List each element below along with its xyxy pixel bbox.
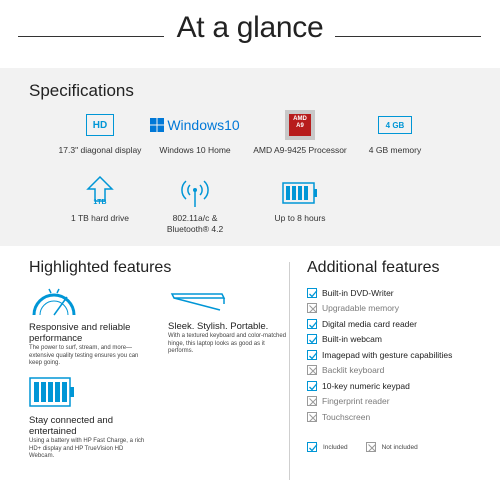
windows-logo-text: Windows10: [167, 117, 240, 133]
feature-title: Stay connected and entertained: [29, 415, 113, 437]
header-rule-left: [18, 36, 164, 37]
hard-drive-badge: 1TB: [93, 199, 107, 206]
laptop-hinge-icon: [168, 290, 228, 316]
specifications-heading: Specifications: [29, 81, 134, 100]
page-header: [0, 0, 500, 64]
feature-item-label: Backlit keyboard: [322, 365, 385, 376]
header-rule-right: [335, 36, 481, 37]
hd-display-icon: HD: [86, 114, 114, 136]
feature-description: With a textured keyboard and color-matched hinge, this laptop looks as good as it performs.: [168, 333, 287, 354]
spec-battery: [250, 176, 350, 224]
legend-not-included-label: Not included: [381, 443, 418, 451]
additional-features-list: [307, 285, 492, 425]
battery-charge-icon: [29, 377, 75, 407]
spec-label: 4 GB memory: [368, 145, 422, 155]
spec-label: 17.3" diagonal display: [58, 145, 142, 155]
spec-processor: [250, 108, 350, 156]
feature-item-webcam: [307, 332, 492, 348]
cross-icon: [366, 442, 376, 452]
spec-label: Windows 10 Home: [159, 145, 231, 155]
page-title: At a glance: [176, 11, 324, 44]
feature-item-upgradable-memory: [307, 301, 492, 317]
performance-gauge-icon: [29, 285, 79, 317]
feature-item-label: Built-in DVD-Writer: [322, 287, 394, 298]
spec-label: Up to 8 hours: [274, 213, 326, 223]
feature-item-label: Built-in webcam: [322, 334, 382, 345]
feature-item-label: Fingerprint reader: [322, 396, 390, 407]
hard-drive-icon: [85, 176, 115, 210]
spec-memory: [345, 108, 445, 156]
amd-processor-icon: [285, 110, 315, 140]
check-icon: [307, 350, 317, 360]
feature-item-backlit-keyboard: [307, 363, 492, 379]
check-icon: [307, 334, 317, 344]
spec-display: [50, 108, 150, 156]
highlighted-features-heading: Highlighted features: [29, 259, 172, 276]
spec-os: [145, 108, 245, 156]
feature-item-numeric-keypad: [307, 378, 492, 394]
feature-description: Using a battery with HP Fast Charge, a rich HD+ display and HP TrueVision HD Webcam.: [29, 438, 145, 459]
cross-icon: [307, 412, 317, 422]
windows-logo-icon: [150, 117, 239, 133]
spec-label: AMD A9-9425 Processor: [253, 145, 347, 155]
feature-item-card-reader: [307, 316, 492, 332]
feature-performance: [29, 285, 144, 368]
cross-icon: [307, 396, 317, 406]
spec-wireless: [145, 176, 245, 235]
feature-item-label: Touchscreen: [322, 411, 371, 422]
specifications-section: [0, 68, 500, 246]
cross-icon: [307, 303, 317, 313]
feature-item-dvd-writer: [307, 285, 492, 301]
feature-item-label: 10-key numeric keypad: [322, 380, 410, 391]
battery-icon: [282, 182, 318, 204]
spec-label: 802.11a/c & Bluetooth® 4.2: [166, 213, 224, 234]
feature-item-touchscreen: [307, 409, 492, 425]
spec-storage: [50, 176, 150, 224]
spec-label: 1 TB hard drive: [71, 213, 129, 223]
check-icon: [307, 442, 317, 452]
feature-item-label: Upgradable memory: [322, 303, 400, 314]
feature-description: The power to surf, stream, and more—extensive quality testing ensures you can keep going.: [29, 345, 139, 366]
memory-icon: 4 GB: [378, 116, 412, 134]
check-icon: [307, 381, 317, 391]
check-icon: [307, 288, 317, 298]
features-legend: [307, 442, 418, 452]
feature-connected: [29, 377, 149, 461]
feature-item-label: Digital media card reader: [322, 318, 417, 329]
legend-included-label: Included: [323, 443, 348, 451]
feature-item-imagepad: [307, 347, 492, 363]
wireless-icon: [180, 178, 210, 208]
check-icon: [307, 319, 317, 329]
additional-features-heading: Additional features: [307, 259, 440, 276]
feature-item-label: Imagepad with gesture capabilities: [322, 349, 453, 360]
section-divider: [289, 262, 290, 480]
feature-title: Sleek. Stylish. Portable.: [168, 321, 269, 332]
feature-item-fingerprint-reader: [307, 394, 492, 410]
amd-badge-text: AMD A9: [289, 114, 311, 136]
feature-title: Responsive and reliable performance: [29, 322, 131, 344]
cross-icon: [307, 365, 317, 375]
feature-design: [168, 290, 288, 356]
